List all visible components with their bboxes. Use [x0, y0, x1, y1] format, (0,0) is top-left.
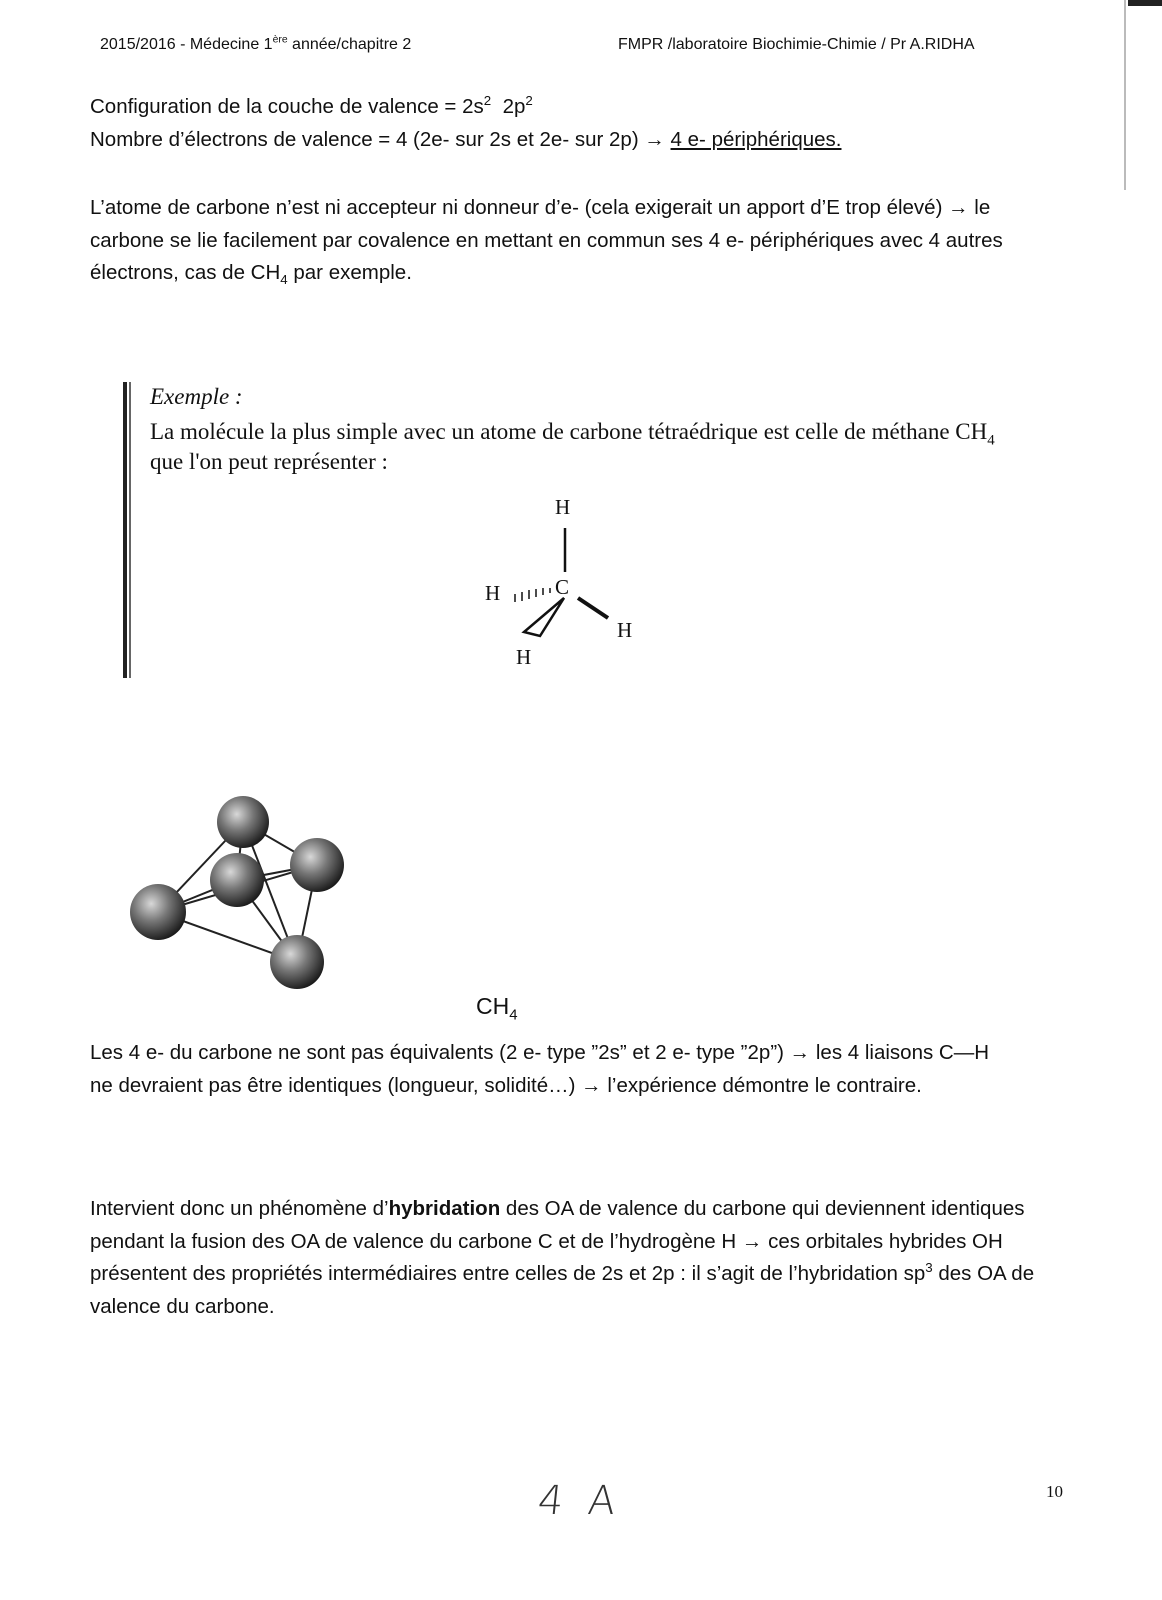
atom-h-left: H — [485, 581, 501, 605]
model-label: $CH_4$ — [476, 993, 518, 1024]
hydrogen-ball-left — [130, 884, 186, 940]
example-text: La molécule la plus simple avec un atome de carbone tétraédrique est celle de méthane $CH_4$ que l'on peut représenter : — [150, 419, 995, 474]
scan-edge-mark — [1128, 0, 1162, 6]
atom-h-top: H — [555, 495, 571, 519]
methane-ball-stick-model — [125, 790, 365, 1000]
example-sidebar-bar-inner — [129, 382, 131, 678]
bond-right — [578, 598, 608, 618]
hydrogen-ball-top — [217, 796, 269, 848]
carbon-bonding-paragraph: L’atome de carbone n’est ni accepteur ni donneur d’e- (cela exigerait un apport d’E trop élevé) → le carbone se lie facilement par covalence en mettant en commun ses 4 e- périphériques avec 4 autres électrons, cas de $CH_4$ par exemple. — [90, 196, 1003, 288]
methane-structural-formula — [480, 490, 670, 680]
atom-h-right: H — [617, 618, 633, 642]
electron-count-line: Nombre d’électrons de valence = 4 (2e- sur 2s et 2e- sur 2p) → 4 e- périphériques. — [90, 127, 842, 151]
atom-c-center: C — [555, 575, 570, 599]
equivalence-paragraph: Les 4 e- du carbone ne sont pas équivalents (2 e- type ”2s” et 2 e- type ”2p”) → les 4 liaisons C—H ne devraient pas être identiques (longueur, solidité…) → l’expérience démontre le contraire. — [90, 1041, 990, 1097]
hydrogen-ball-right — [290, 838, 344, 892]
example-title: Exemple : — [150, 384, 243, 409]
bond-hashed-left — [515, 588, 550, 602]
header-right: FMPR /laboratoire Biochimie-Chimie / Pr A.RIDHA — [618, 36, 975, 53]
scan-edge-line — [1124, 0, 1126, 190]
methane-bonds — [480, 490, 670, 680]
ball-stick-svg — [125, 790, 365, 1000]
carbon-ball-center — [210, 853, 264, 907]
hydrogen-ball-bottom — [270, 935, 324, 989]
valence-configuration — [90, 91, 1090, 156]
header-left: 2015/2016 - Médecine 1ère année/chapitre 2 — [100, 34, 412, 53]
hybridation-paragraph: Intervient donc un phénomène d’hybridation des OA de valence du carbone qui deviennent identiques pendant la fusion des OA de valence du carbone C et de l’hydrogène H → ces orbitales hybrides OH présentent des propriétés intermédiaires entre celles de 2s et 2p : il s’agit de l’hybridation $sp^3$ des OA de valence du carbone. — [90, 1197, 1035, 1318]
atom-h-bottom: H — [516, 645, 532, 669]
handwritten-mark: 4 A — [535, 1478, 624, 1524]
page-number: 10 — [1046, 1482, 1063, 1501]
bond-wedge-bottom — [524, 598, 564, 636]
example-sidebar-bar — [123, 382, 127, 678]
config-line: Configuration de la couche de valence = $2s^2$ $2p^2$ — [90, 93, 533, 118]
